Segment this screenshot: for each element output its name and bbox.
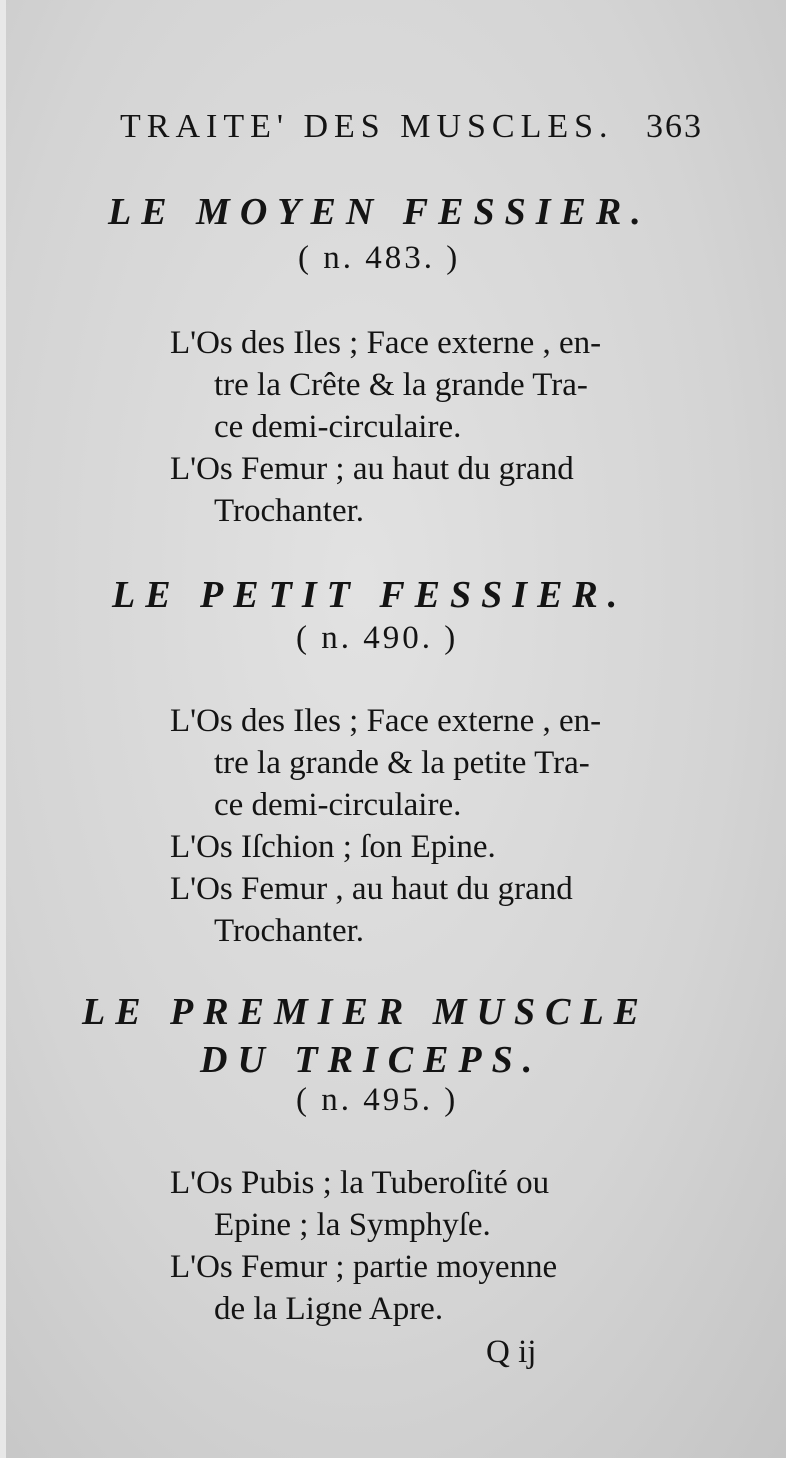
text-line: tre la Crête & la grande Tra- — [214, 367, 588, 403]
page-number: 363 — [646, 108, 704, 145]
section-title: LE PREMIER MUSCLE — [82, 991, 649, 1033]
text-line: L'Os Iſchion ; ſon Epine. — [170, 829, 496, 865]
section-title: LE MOYEN FESSIER. — [108, 191, 651, 233]
section-reference: ( n. 490. ) — [296, 620, 459, 656]
section-reference: ( n. 483. ) — [298, 240, 461, 276]
text-line: Trochanter. — [214, 913, 365, 949]
text-line: Trochanter. — [214, 493, 365, 529]
text-line: ce demi-circulaire. — [214, 787, 462, 823]
text-line: ce demi-circulaire. — [214, 409, 462, 445]
text-line: tre la grande & la petite Tra- — [214, 745, 590, 781]
section-reference: ( n. 495. ) — [296, 1082, 459, 1118]
text-line: L'Os Pubis ; la Tuberoſité ou — [170, 1165, 550, 1201]
text-line: L'Os Femur ; partie moyenne — [170, 1249, 558, 1285]
running-title: TRAITE' DES MUSCLES. — [120, 108, 614, 145]
running-header — [120, 108, 704, 146]
page-edge-left — [0, 0, 6, 1458]
text-line: L'Os Femur ; au haut du grand — [170, 451, 574, 487]
section-title: LE PETIT FESSIER. — [112, 574, 628, 616]
text-line: L'Os des Iles ; Face externe , en- — [170, 703, 602, 739]
section-title-continued: DU TRICEPS. — [200, 1039, 543, 1081]
signature-mark: Q ij — [486, 1334, 537, 1370]
text-line: Epine ; la Symphyſe. — [214, 1207, 491, 1243]
text-line: L'Os Femur , au haut du grand — [170, 871, 573, 907]
text-line: L'Os des Iles ; Face externe , en- — [170, 325, 602, 361]
text-line: de la Ligne Apre. — [214, 1291, 444, 1327]
page-edge-right — [786, 0, 800, 1458]
